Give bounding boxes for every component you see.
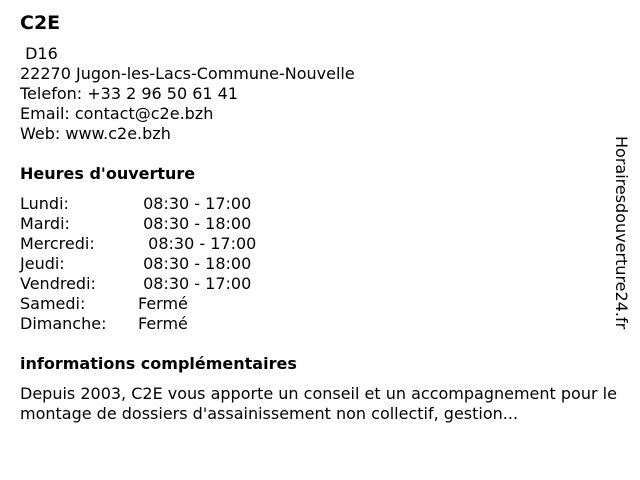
info-heading: informations complémentaires (20, 354, 297, 373)
address-email: Email: contact@c2e.bzh (20, 104, 214, 123)
hours-row-saturday (20, 294, 256, 314)
day-label: Dimanche: (20, 314, 107, 333)
hours-row-monday (20, 194, 256, 214)
address-street: D16 (20, 44, 58, 63)
hours-row-tuesday (20, 214, 256, 234)
time-value: 08:30 - 17:00 (138, 194, 252, 213)
time-value: Fermé (138, 314, 188, 333)
time-value: 08:30 - 17:00 (138, 234, 257, 253)
hours-row-wednesday (20, 234, 256, 254)
address-web: Web: www.c2e.bzh (20, 124, 171, 143)
day-label: Jeudi: (20, 254, 65, 273)
opening-hours-table (20, 194, 256, 334)
time-value: 08:30 - 17:00 (138, 274, 252, 293)
time-value: 08:30 - 18:00 (138, 254, 252, 273)
day-label: Mardi: (20, 214, 70, 233)
day-label: Samedi: (20, 294, 86, 313)
address-phone: Telefon: +33 2 96 50 61 41 (20, 84, 239, 103)
hours-row-thursday (20, 254, 256, 274)
hours-row-friday (20, 274, 256, 294)
time-value: 08:30 - 18:00 (138, 214, 252, 233)
hours-heading: Heures d'ouverture (20, 164, 196, 183)
info-description: Depuis 2003, C2E vous apporte un conseil et un accompagnement pour le montage de dossiers d'assainissement non collectif, gestion... (20, 384, 617, 423)
hours-row-sunday (20, 314, 256, 334)
day-label: Vendredi: (20, 274, 96, 293)
day-label: Lundi: (20, 194, 69, 213)
watermark-text: Horairesdouverture24.fr (612, 136, 631, 330)
day-label: Mercredi: (20, 234, 95, 253)
address-block (20, 44, 355, 144)
company-name: C2E (20, 12, 61, 34)
watermark-vertical (601, 136, 640, 346)
time-value: Fermé (138, 294, 188, 313)
address-city: 22270 Jugon-les-Lacs-Commune-Nouvelle (20, 64, 355, 83)
